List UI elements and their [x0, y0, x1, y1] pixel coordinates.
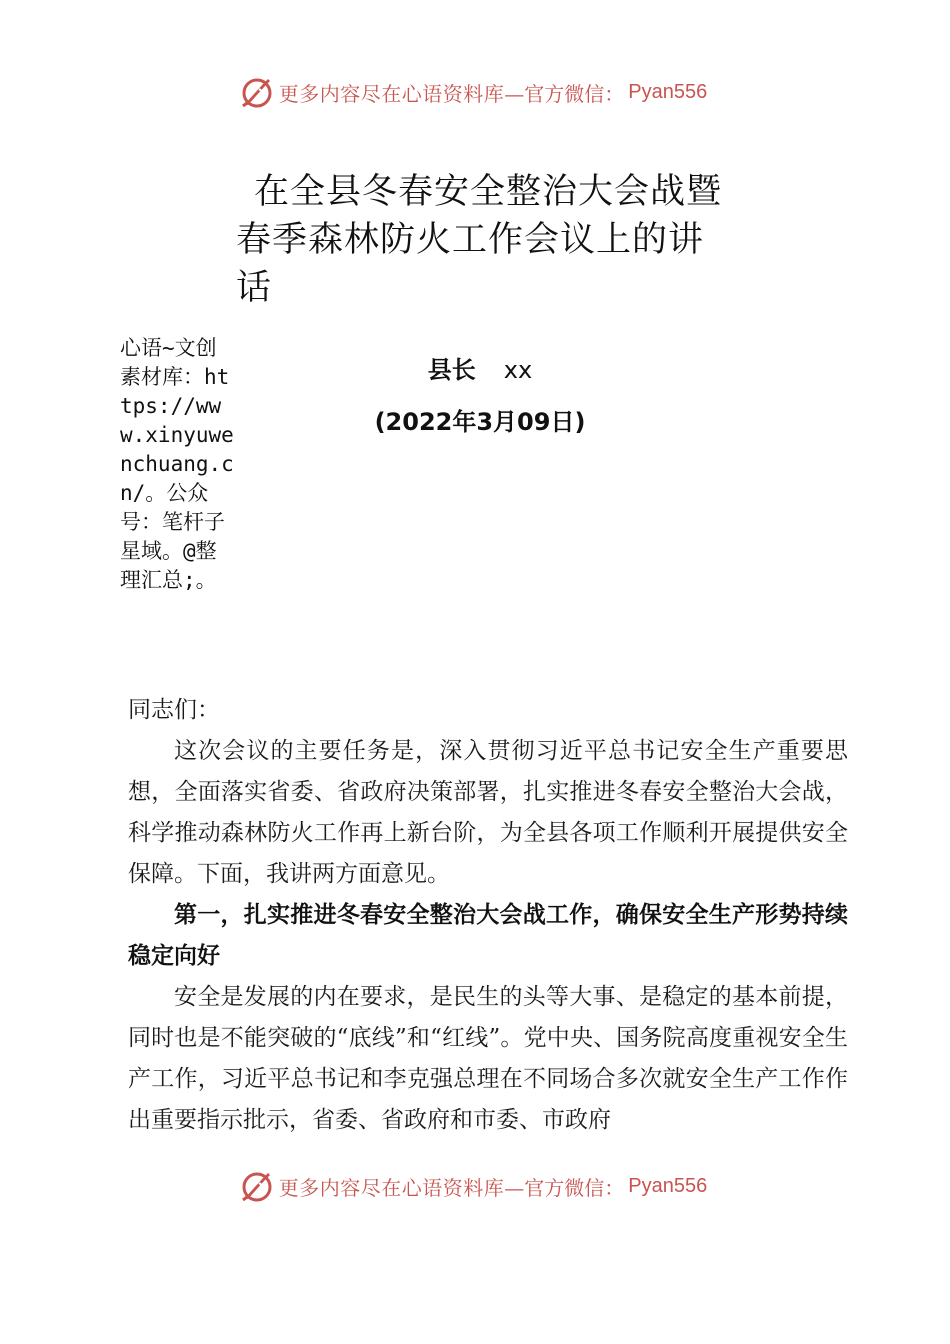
- banner-text: 更多内容尽在心语资料库: [278, 1175, 505, 1200]
- pen-in-circle-icon: [239, 74, 275, 110]
- title-line-1: 在全县冬春安全整治大会战暨: [254, 172, 723, 212]
- banner-wechat-id: Pyan556: [628, 1174, 708, 1197]
- banner-text: 更多内容尽在心语资料库: [278, 81, 505, 106]
- banner-wechat-id: Pyan556: [628, 80, 708, 103]
- paragraph: 这次会议的主要任务是，深入贯彻习近平总书记安全生产重要思想，全面落实省委、省政府决策部署，扎实推进冬春安全整治大会战，科学推动森林防火工作再上新台阶，为全县各项工作顺利开展提供安全保障。下面，我讲两方面意见。: [128, 738, 848, 887]
- greeting: 同志们：: [128, 697, 220, 723]
- document-title: [236, 168, 723, 312]
- paragraph: 安全是发展的内在要求，是民生的头等大事、是稳定的基本前提，同时也是不能突破的“底线”和“红线”。党中央、国务院高度重视安全生产工作，习近平总书记和李克强总理在不同场合多次就安全生产工作作出重要指示批示，省委、省政府和市委、市政府: [128, 984, 848, 1133]
- speech-body: [128, 690, 848, 1141]
- source-note: 心语~文创素材库：https://www.xinyuwenchuang.cn/。公众号：笔杆子星域。@整理汇总;。: [120, 336, 234, 592]
- author-line: [320, 350, 640, 385]
- author-name: xx: [503, 356, 533, 384]
- banner-separator: —官方微信：: [504, 1175, 625, 1200]
- section-heading: 第一，扎实推进冬春安全整治大会战工作，确保安全生产形势持续稳定向好: [128, 902, 848, 969]
- speech-date: (2022年3月09日): [374, 408, 586, 436]
- pen-in-circle-icon: [239, 1168, 275, 1204]
- title-line-2: 春季森林防火工作会议上的讲: [236, 220, 705, 260]
- footer-banner: [0, 1166, 950, 1206]
- banner-separator: —官方微信：: [504, 81, 625, 106]
- title-line-3: 话: [236, 268, 273, 308]
- header-banner: [0, 72, 950, 112]
- author-role: 县长: [427, 356, 476, 384]
